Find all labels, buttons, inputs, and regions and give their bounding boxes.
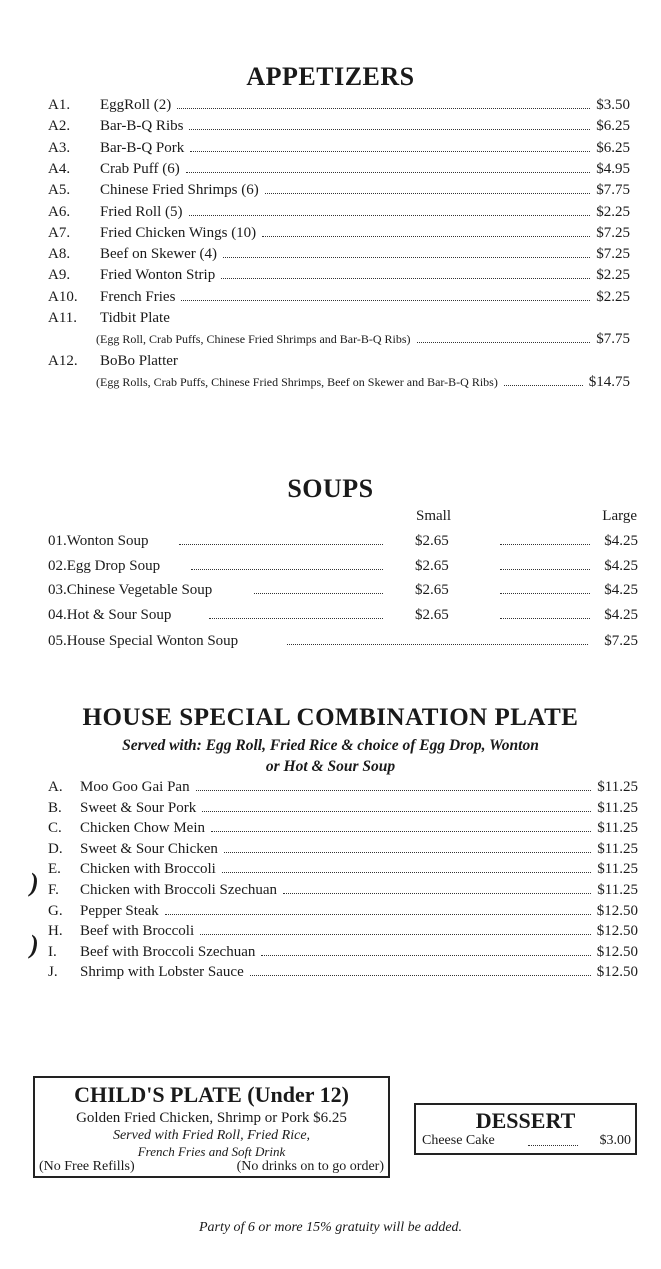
appetizer-item <box>48 288 630 306</box>
combination-price: $12.50 <box>596 943 638 960</box>
combination-item <box>48 963 638 981</box>
soup-name: 03.Chinese Vegetable Soup <box>48 582 213 598</box>
combination-code: E. <box>48 861 61 878</box>
soup-dots <box>254 593 383 594</box>
combination-code: C. <box>48 820 62 837</box>
combination-name: Moo Goo Gai Pan <box>80 779 190 795</box>
appetizer-name: Bar-B-Q Pork <box>100 139 185 156</box>
appetizer-item <box>48 160 630 178</box>
combination-name: Pepper Steak <box>80 902 159 919</box>
combination-item <box>48 922 638 940</box>
combination-dots <box>200 922 591 935</box>
appetizer-desc-row <box>96 330 630 348</box>
appetizer-item <box>48 224 630 242</box>
appetizer-dots <box>189 117 590 130</box>
appetizer-code: A1. <box>48 97 71 113</box>
dessert-dots <box>528 1145 578 1146</box>
appetizers-title: APPETIZERS <box>246 62 415 91</box>
appetizer-code: A5. <box>48 182 71 199</box>
soup-item <box>48 632 638 650</box>
combination-name: Beef with Broccoli <box>80 923 195 940</box>
combination-price: $12.50 <box>596 902 638 919</box>
dessert-price: $3.00 <box>599 1133 631 1148</box>
appetizer-dots <box>186 160 591 173</box>
combination-name: Beef with Broccoli Szechuan <box>80 943 256 960</box>
soup-item <box>48 581 638 599</box>
soup-dots <box>179 544 383 545</box>
soup-dots <box>191 569 383 570</box>
child-plate-no-drinks: (No drinks on to go order) <box>236 1159 384 1174</box>
child-plate-no-refills: (No Free Refills) <box>39 1159 135 1174</box>
appetizer-name: Beef on Skewer (4) <box>100 246 218 263</box>
soup-price: $7.25 <box>604 633 638 649</box>
combination-price: $11.25 <box>597 882 638 898</box>
soup-small-price: $2.65 <box>415 582 449 598</box>
appetizer-name: EggRoll (2) <box>100 97 172 113</box>
child-plate-box <box>33 1076 390 1178</box>
appetizer-desc-row <box>96 373 630 391</box>
appetizer-name: BoBo Platter <box>100 352 178 369</box>
combination-code: B. <box>48 799 62 816</box>
appetizer-code: A4. <box>48 160 71 177</box>
appetizer-price: $7.75 <box>596 331 630 348</box>
spicy-mark-f: ) <box>30 868 39 897</box>
appetizer-price: $7.75 <box>596 182 630 199</box>
appetizer-item <box>48 96 630 114</box>
appetizer-code: A9. <box>48 267 71 284</box>
combination-code: H. <box>48 923 63 940</box>
appetizer-price: $7.25 <box>596 246 630 263</box>
appetizer-price: $3.50 <box>596 97 630 113</box>
combination-price: $11.25 <box>597 861 638 878</box>
combination-dots <box>211 819 591 832</box>
combination-code: I. <box>48 943 57 960</box>
spicy-mark-i: ) <box>30 930 39 959</box>
combination-dots <box>165 902 591 915</box>
appetizer-item <box>48 266 630 284</box>
combination-dots <box>222 860 591 873</box>
appetizer-code: A11. <box>48 310 78 326</box>
appetizer-dots <box>265 181 591 194</box>
soup-name: 04.Hot & Sour Soup <box>48 607 172 623</box>
combination-item <box>48 881 638 899</box>
combination-name: Sweet & Sour Pork <box>80 799 197 816</box>
appetizer-desc: (Egg Roll, Crab Puffs, Chinese Fried Shrimps and Bar-B-Q Ribs) <box>96 332 411 347</box>
combination-item <box>48 943 638 961</box>
appetizer-dots <box>221 266 590 279</box>
soup-small-price: $2.65 <box>415 607 449 623</box>
appetizer-name: Fried Wonton Strip <box>100 267 216 284</box>
combination-dots <box>250 963 591 976</box>
appetizer-price: $2.25 <box>596 288 630 305</box>
appetizer-desc: (Egg Rolls, Crab Puffs, Chinese Fried Shrimps, Beef on Skewer and Bar-B-Q Ribs) <box>96 374 498 389</box>
combination-item <box>48 799 638 817</box>
appetizer-code: A6. <box>48 203 71 220</box>
soup-small-price: $2.65 <box>415 558 449 574</box>
soup-large-price: $4.25 <box>604 533 638 549</box>
appetizer-price: $6.25 <box>596 118 630 135</box>
combination-name: Chicken Chow Mein <box>80 820 205 837</box>
child-plate-line2: Served with Fried Roll, Fried Rice, <box>112 1128 311 1143</box>
appetizer-code: A8. <box>48 246 71 263</box>
appetizer-dots <box>262 224 590 237</box>
soup-item <box>48 557 638 575</box>
appetizer-name: French Fries <box>100 288 176 305</box>
appetizer-item <box>48 117 630 135</box>
appetizer-name: Bar-B-Q Ribs <box>100 118 184 135</box>
appetizer-item <box>48 181 630 199</box>
combination-item <box>48 860 638 878</box>
appetizer-dots <box>181 288 590 301</box>
dessert-box <box>414 1103 637 1155</box>
dessert-item: Cheese Cake <box>422 1133 495 1148</box>
appetizer-item <box>48 309 630 327</box>
appetizer-dots <box>190 139 590 152</box>
combination-served-line2: or Hot & Sour Soup <box>265 758 396 775</box>
appetizer-item <box>48 352 630 370</box>
combination-title: HOUSE SPECIAL COMBINATION PLATE <box>82 704 579 731</box>
soup-large-dots <box>500 618 590 619</box>
appetizer-name: Chinese Fried Shrimps (6) <box>100 182 259 199</box>
appetizer-code: A2. <box>48 118 71 135</box>
combination-name: Chicken with Broccoli <box>80 861 216 878</box>
combination-name: Sweet & Sour Chicken <box>80 840 218 857</box>
combination-dots <box>202 799 591 812</box>
appetizer-code: A10. <box>48 288 78 305</box>
appetizer-name: Crab Puff (6) <box>100 160 180 177</box>
appetizer-item <box>48 203 630 221</box>
combination-dots <box>261 943 590 956</box>
combination-price: $11.25 <box>597 779 638 795</box>
soup-dots <box>209 618 383 619</box>
combination-item <box>48 840 638 858</box>
appetizer-dots <box>189 203 591 216</box>
soup-large-dots <box>500 593 590 594</box>
appetizer-price: $2.25 <box>596 267 630 284</box>
appetizer-name: Fried Roll (5) <box>100 203 183 220</box>
combination-item <box>48 778 638 796</box>
appetizer-name: Tidbit Plate <box>100 310 170 326</box>
child-plate-line3: French Fries and Soft Drink <box>137 1144 286 1159</box>
combination-code: J. <box>48 964 58 981</box>
combination-price: $12.50 <box>596 923 638 940</box>
soup-large-price: $4.25 <box>604 607 638 623</box>
soups-title: SOUPS <box>287 474 374 503</box>
appetizer-name: Fried Chicken Wings (10) <box>100 224 257 241</box>
combination-item <box>48 819 638 837</box>
soup-small-header: Small <box>416 508 452 524</box>
appetizer-item <box>48 139 630 157</box>
soup-name: 02.Egg Drop Soup <box>48 558 161 574</box>
soup-large-price: $4.25 <box>604 558 638 574</box>
combination-item <box>48 902 638 920</box>
combination-code: A. <box>48 779 63 795</box>
combination-price: $11.25 <box>597 799 638 816</box>
combination-code: D. <box>48 840 63 857</box>
combination-name: Chicken with Broccoli Szechuan <box>80 882 278 898</box>
child-plate-title: CHILD'S PLATE (Under 12) <box>74 1082 349 1107</box>
gratuity-note: Party of 6 or more 15% gratuity will be added. <box>198 1220 463 1235</box>
appetizer-dots <box>177 96 590 109</box>
combination-name: Shrimp with Lobster Sauce <box>80 964 244 981</box>
appetizer-item <box>48 245 630 263</box>
soup-large-price: $4.25 <box>604 582 638 598</box>
soup-item <box>48 606 638 624</box>
combination-served-line1: Served with: Egg Roll, Fried Rice & choice of Egg Drop, Wonton <box>122 737 539 754</box>
combination-price: $11.25 <box>597 820 638 837</box>
combination-dots <box>224 840 591 853</box>
appetizer-code: A12. <box>48 352 78 369</box>
soup-small-price: $2.65 <box>415 533 449 549</box>
combination-code: F. <box>48 882 59 898</box>
combination-price: $12.50 <box>596 964 638 981</box>
appetizer-price: $7.25 <box>596 224 630 241</box>
soup-large-header: Large <box>602 508 637 524</box>
combination-dots <box>196 778 592 791</box>
appetizer-price: $4.95 <box>596 160 630 177</box>
dessert-title: DESSERT <box>475 1108 576 1133</box>
soup-large-dots <box>500 569 590 570</box>
soup-name: 01.Wonton Soup <box>48 533 149 549</box>
appetizer-dots <box>417 330 591 343</box>
appetizer-price: $2.25 <box>596 203 630 220</box>
soup-name: 05.House Special Wonton Soup <box>48 633 239 649</box>
combination-code: G. <box>48 902 63 919</box>
combination-price: $11.25 <box>597 840 638 857</box>
combination-dots <box>283 881 591 894</box>
soup-dots <box>287 644 588 645</box>
appetizer-dots <box>504 373 583 386</box>
appetizer-code: A7. <box>48 224 71 241</box>
appetizer-price: $6.25 <box>596 139 630 156</box>
soup-item <box>48 532 638 550</box>
child-plate-line1: Golden Fried Chicken, Shrimp or Pork $6.25 <box>76 1110 347 1126</box>
appetizer-code: A3. <box>48 139 71 156</box>
appetizer-dots <box>223 245 590 258</box>
soup-large-dots <box>500 544 590 545</box>
appetizer-price: $14.75 <box>588 373 630 390</box>
